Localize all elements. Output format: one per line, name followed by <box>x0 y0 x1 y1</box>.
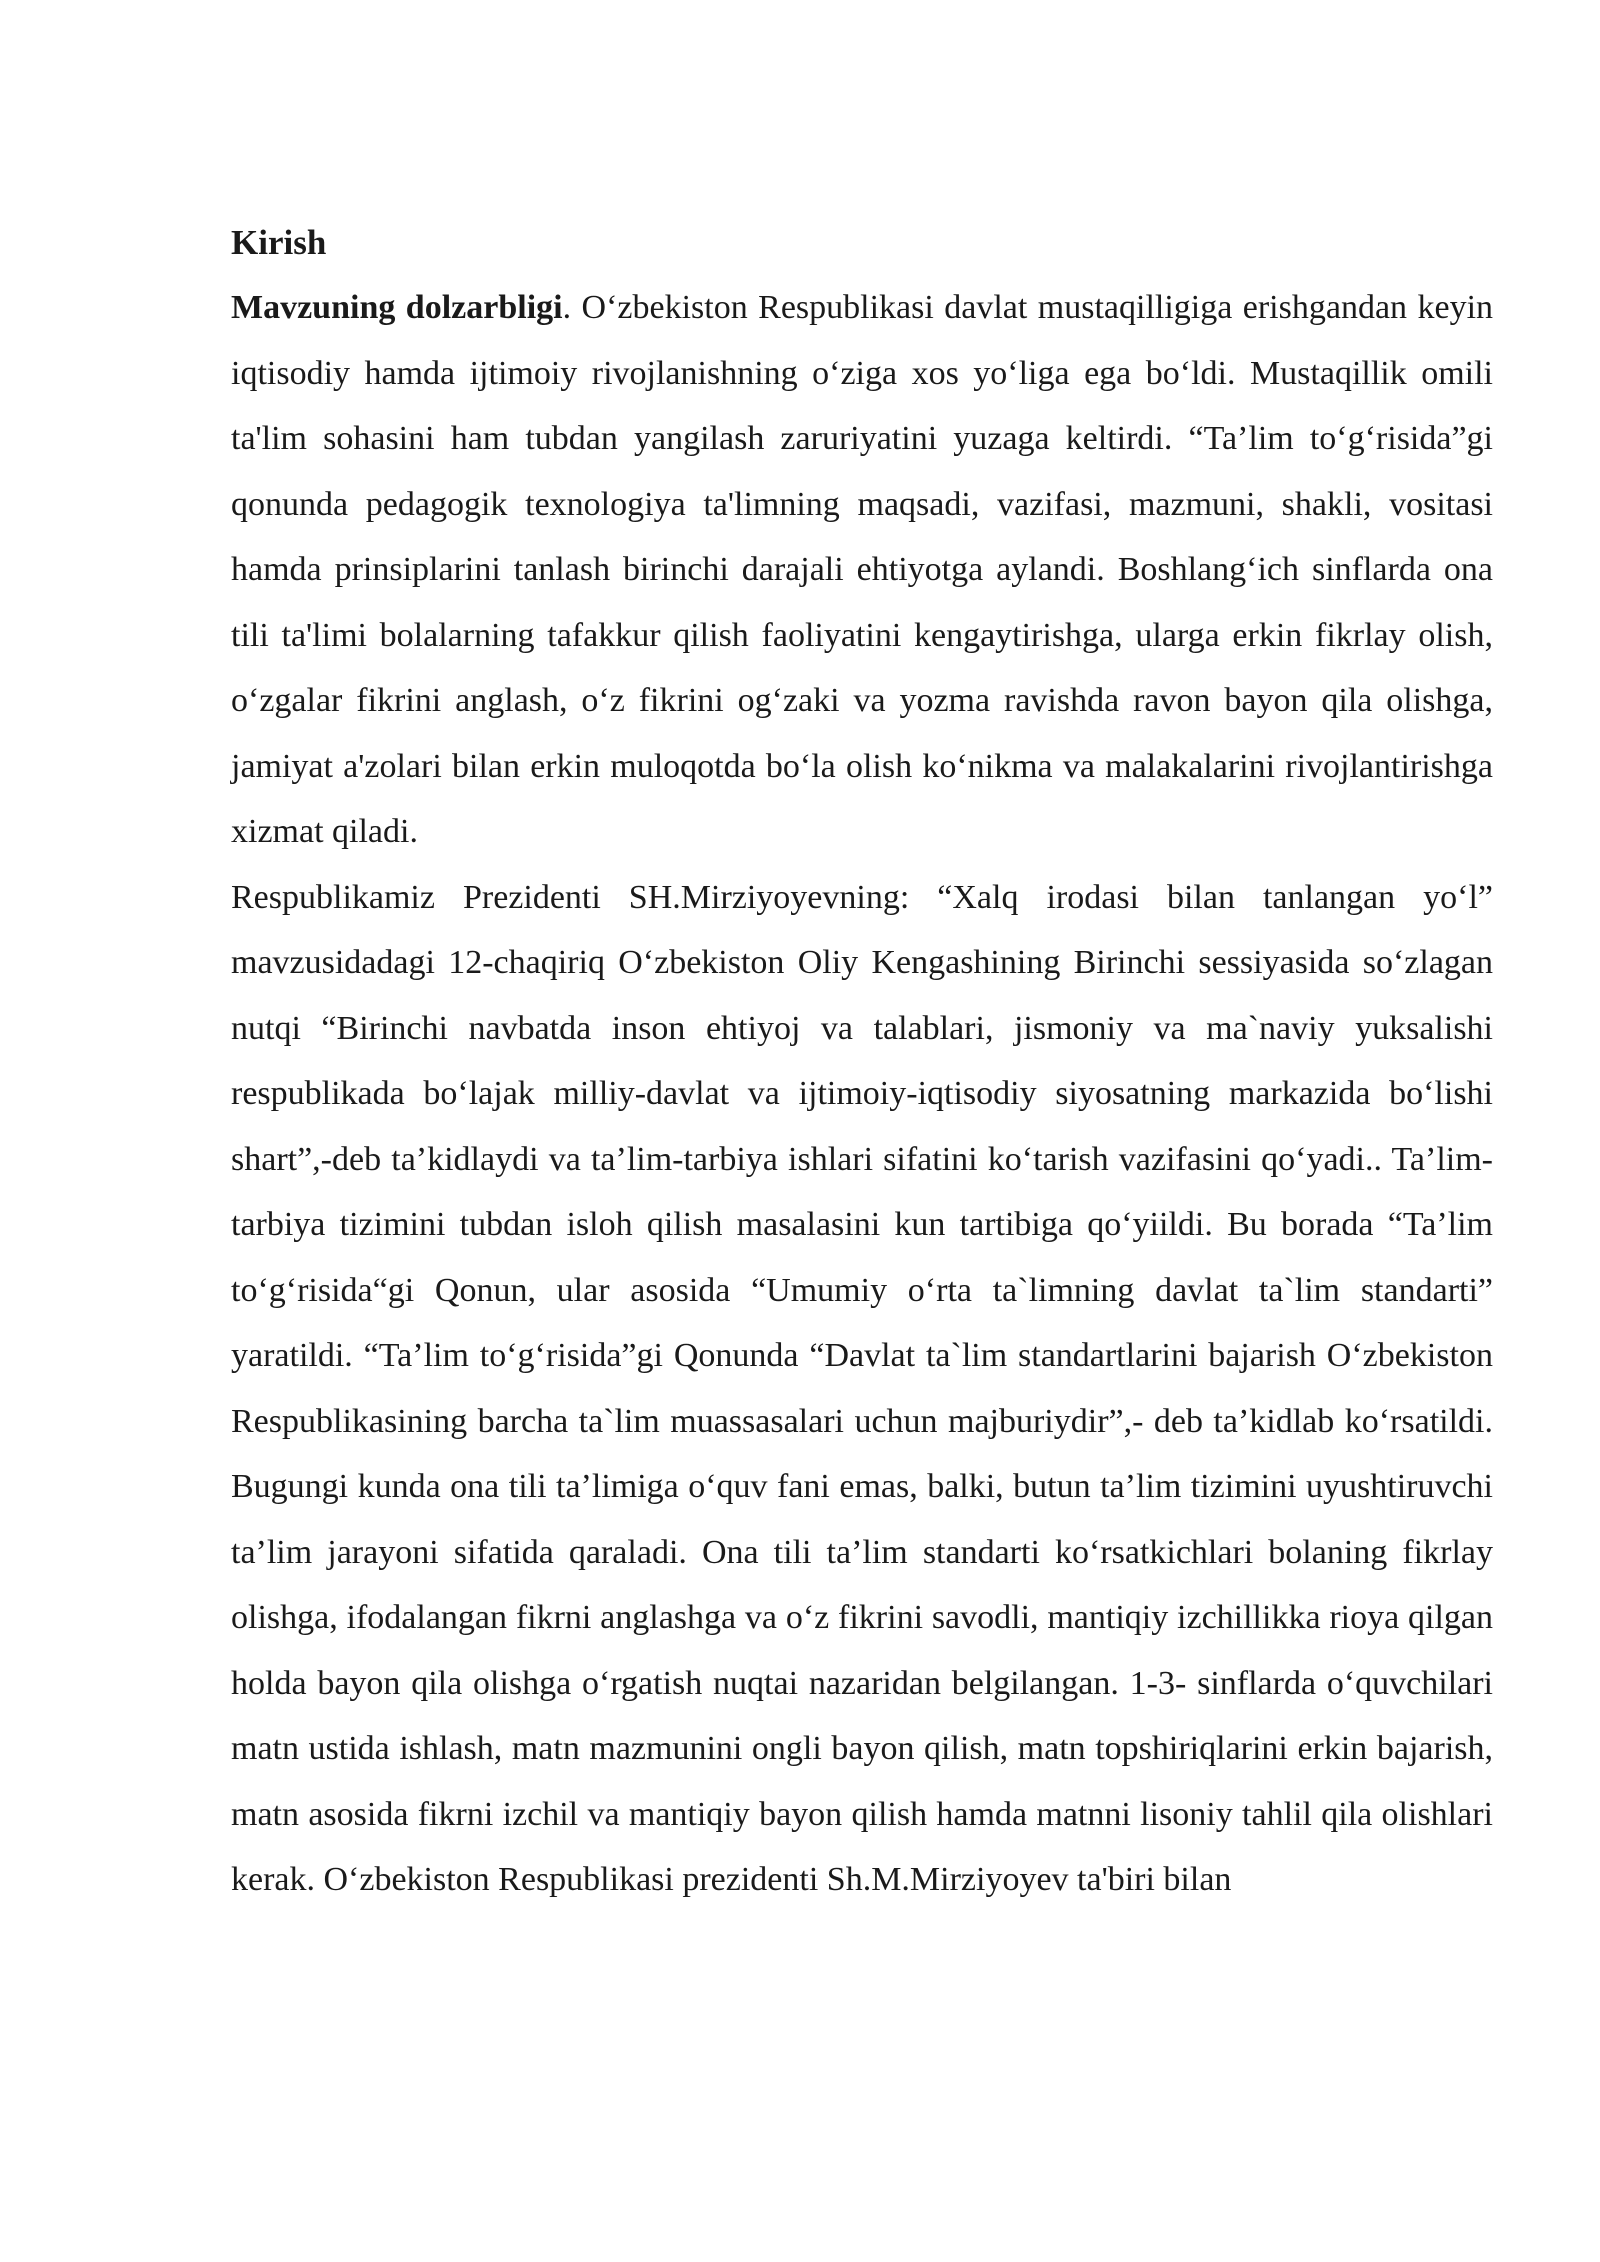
document-page <box>231 210 1493 1913</box>
relevance-text: . O‘zbekiston Respublikasi davlat mustaqilligiga erishgandan keyin iqtisodiy hamda ijtimoiy rivojlanishning o‘ziga xos yo‘liga ega bo‘ldi. Mustaqillik omili ta'lim sohasini ham tubdan yangilash zaruriyatini yuzaga keltirdi. “Ta’lim to‘g‘risida”gi qonunda pedagogik texnologiya ta'limning maqsadi, vazifasi, mazmuni, shakli, vositasi hamda prinsiplarini tanlash birinchi darajali ehtiyotga aylandi. Boshlang‘ich sinflarda ona tili ta'limi bolalarning tafakkur qilish faoliyatini kengaytirishga, ularga erkin fikrlay olish, o‘zgalar fikrini anglash, o‘z fikrini og‘zaki va yozma ravishda ravon bayon qila olishga, jamiyat a'zolari bilan erkin muloqotda bo‘la olish ko‘nikma va malakalarini rivojlantirishga xizmat qiladi. <box>231 289 1494 850</box>
relevance-lead: Mavzuning dolzarbligi <box>231 289 563 326</box>
paragraph-relevance <box>231 275 1493 865</box>
paragraph-president: Respublikamiz Prezidenti SH.Mirziyoyevning: “Xalq irodasi bilan tanlangan yo‘l” mavzusidadagi 12-chaqiriq O‘zbekiston Oliy Kengashining Birinchi sessiyasida so‘zlagan nutqi “Birinchi navbatda inson ehtiyoj va talablari, jismoniy va ma`naviy yuksalishi respublikada bo‘lajak milliy-davlat va ijtimoiy-iqtisodiy siyosatning markazida bo‘lishi shart”,-deb ta’kidlaydi va ta’lim-tarbiya ishlari sifatini ko‘tarish vazifasini qo‘yadi.. Ta’lim-tarbiya tizimini tubdan isloh qilish masalasini kun tartibiga qo‘yiildi. Bu borada “Ta’lim to‘g‘risida“gi Qonun, ular asosida “Umumiy o‘rta ta`limning davlat ta`lim standarti” yaratildi. “Ta’lim to‘g‘risida”gi Qonunda “Davlat ta`lim standartlarini bajarish O‘zbekiston Respublikasining barcha ta`lim muassasalari uchun majburiydir”,- deb ta’kidlab ko‘rsatildi. Bugungi kunda ona tili ta’limiga o‘quv fani emas, balki, butun ta’lim tizimini uyushtiruvchi ta’lim jarayoni sifatida qaraladi. Ona tili ta’lim standarti ko‘rsatkichlari bolaning fikrlay olishga, ifodalangan fikrni anglashga va o‘z fikrini savodli, mantiqiy izchillikka rioya qilgan holda bayon qila olishga o‘rgatish nuqtai nazaridan belgilangan. 1-3- sinflarda o‘quvchilari matn ustida ishlash, matn mazmunini ongli bayon qilish, matn topshiriqlarini erkin bajarish, matn asosida fikrni izchil va mantiqiy bayon qilish hamda matnni lisoniy tahlil qila olishlari kerak. O‘zbekiston Respublikasi prezidenti Sh.M.Mirziyoyev ta'biri bilan <box>231 878 1493 1898</box>
section-heading: Kirish <box>231 223 327 262</box>
